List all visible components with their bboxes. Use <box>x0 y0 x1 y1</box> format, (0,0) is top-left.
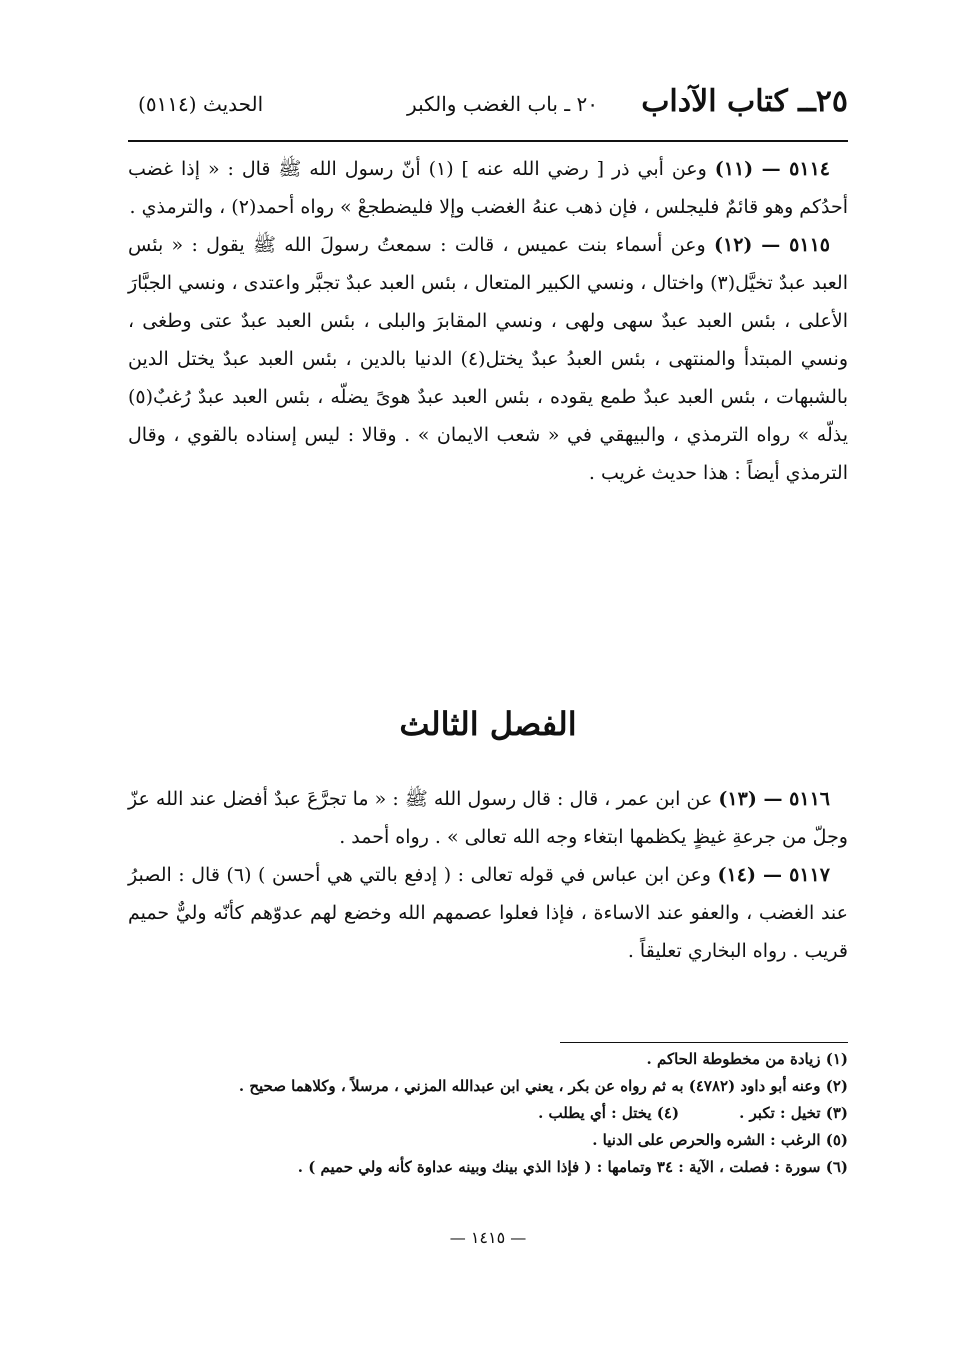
hadith-text: عن ابن عمر ، قال : قال رسول الله ﷺ : « ما تجرَّعَ عبدٌ أفضل عند الله عزّ وجلّ من جرعةِ غيظٍ يكظمها ابتغاء وجه الله تعالى » . رواه أحمد . <box>128 788 848 848</box>
footnote: (١) زيادة من مخطوطة الحاكم . <box>646 1050 848 1068</box>
header-rule <box>128 140 848 142</box>
hadith-paragraph <box>128 780 848 856</box>
footnote: (٥) الرغب : الشره والحرص على الدنيا . <box>592 1131 848 1149</box>
section-title: الفصل الثالث <box>399 705 577 743</box>
footnote-rule <box>560 1042 848 1043</box>
footnote: (٤) يختل : أي يطلب . <box>538 1104 680 1122</box>
hadith-reference: الحديث (٥١١٤) <box>138 92 264 116</box>
hadith-number: ٥١١٤ — (١١) <box>714 158 830 180</box>
hadith-text: وعن أبي ذر [ رضي الله عنه ] (١) أنّ رسول الله ﷺ قال : « إذا غضب أحدُكم وهو قائمٌ فليجلس ، فإن ذهب عنهُ الغضب وإلا فليضطجعْ » رواه أحمد(٢) ، والترمذي . <box>128 158 848 218</box>
hadith-text: وعن ابن عباس في قوله تعالى : ( إدفع بالتي هي أحسن ) (٦) قال : الصبرُ عند الغضب ، والعفو عند الاساءة ، فإذا فعلوا عصمهم الله وخضع لهم عدوّهم كأنّه وليٌّ حميم قريب . رواه البخاري تعليقاً . <box>128 864 848 962</box>
hadith-number: ٥١١٦ — (١٣) <box>718 788 830 810</box>
hadith-number: ٥١١٧ — (١٤) <box>717 864 830 886</box>
main-text-block <box>128 150 848 492</box>
hadith-paragraph <box>128 150 848 226</box>
main-text-block-2 <box>128 780 848 970</box>
hadith-number: ٥١١٥ — (١٢) <box>713 234 830 256</box>
footnote-row <box>128 1100 848 1127</box>
footnote: (٢) وعنه أبو داود (٤٧٨٢) به ثم رواه عن بكر ، يعني ابن عبدالله المزني ، مرسلاً ، وكلاهما صحيح . <box>238 1077 848 1095</box>
hadith-paragraph <box>128 856 848 970</box>
hadith-text: وعن أسماء بنت عميس ، قالت : سمعتُ رسولَ الله ﷺ يقول : « بئس العبد عبدٌ تخيَّل(٣) واختال ، ونسي الكبير المتعال ، بئس العبد عبدٌ تجبَّر واعتدى ، ونسي الجبَّارَ الأعلى ، بئس العبد عبدٌ سهى ولهى ، ونسي المقابرَ والبلى ، بئس العبد عبدٌ عتى وطغى ، ونسي المبتدأ والمنتهى ، بئس العبدُ عبدٌ يختل(٤) الدنيا بالدين ، بئس العبد عبدٌ يختل الدين بالشبهات ، بئس العبد عبدٌ طمع يقوده ، بئس العبد عبدٌ هوىً يضلّه ، بئس العبد عبدٌ رُغبٌ(٥) يذلّه » رواه الترمذي ، والبيهقي في « شعب الايمان » . وقالا : ليس إسناده بالقوي ، وقال الترمذي أيضاً : هذا حديث غريب . <box>128 234 849 484</box>
page-number: — ١٤١٥ — <box>449 1228 527 1247</box>
hadith-paragraph <box>128 226 848 492</box>
chapter-title: ٢٠ ـ باب الغضب والكبر <box>407 92 598 116</box>
footnote: (٣) تخيل : تكبر . <box>739 1104 848 1122</box>
footnote: (٦) سورة : فصلت ، الآية : ٣٤ وتمامها : ( فإذا الذي بينك وبينه عداوة كأنه ولي حميم ) . <box>297 1158 848 1176</box>
book-title: ٢٥ــ كتاب الآداب <box>641 84 848 119</box>
footnotes <box>128 1046 848 1181</box>
page-header <box>128 78 848 144</box>
